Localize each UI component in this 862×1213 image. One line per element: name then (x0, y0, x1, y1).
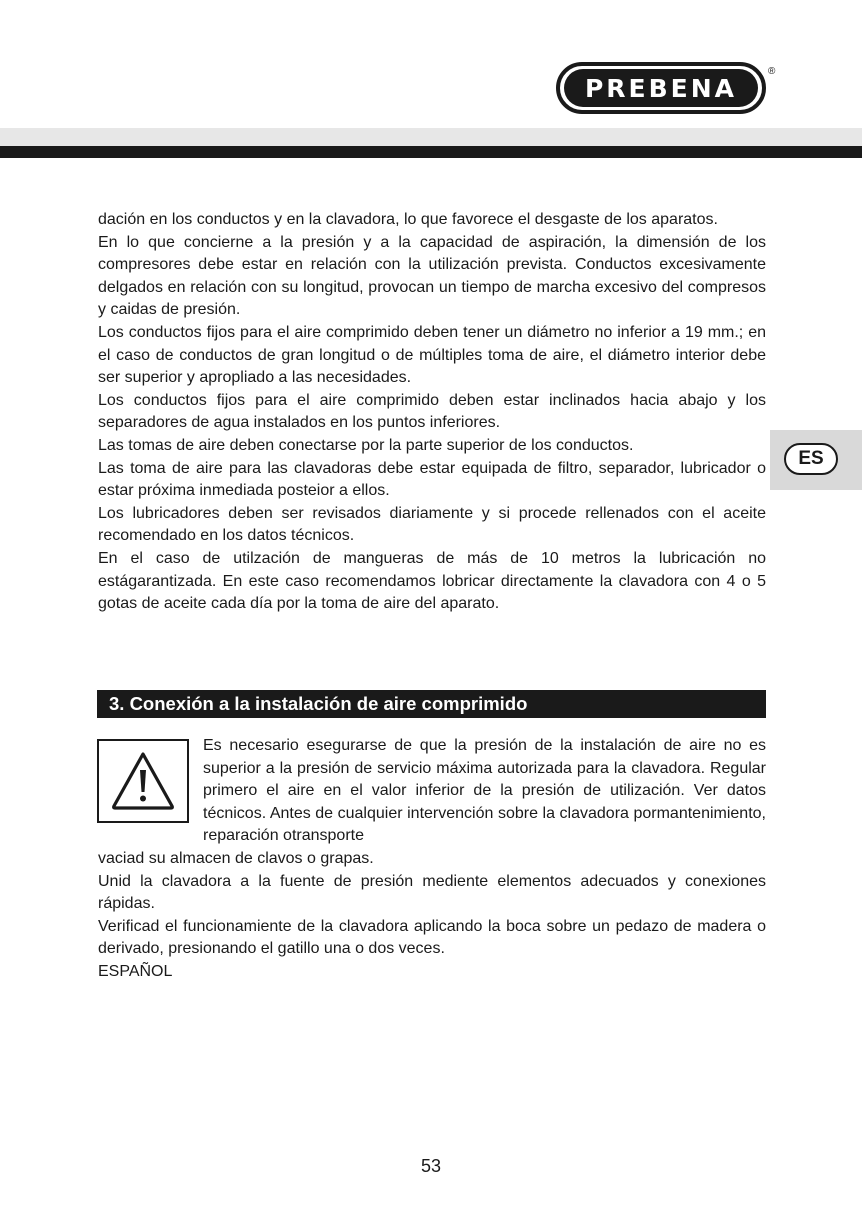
paragraph: Los conductos fijos para el aire comprimido deben tener un diámetro no inferior a 19 mm.; en el caso de conductos de gran longitud o de múltiples toma de aire, el diámetro interior debe ser superior y apropliado a las necesidades. (98, 323, 766, 387)
warning-box (97, 739, 189, 823)
warning-text: Es necesario esegurarse de que la presión de la instalación de aire no es superior a la presión de servicio máxima autorizada para la clavadora. Regular primero el aire en el valor inferior de la presión de utilización. Ver datos técnicos. Antes de cualquier intervención sobre la clavadora pormantenimiento, reparación otransporte (203, 737, 766, 845)
body-text (98, 209, 766, 616)
section-heading: 3. Conexión a la instalación de aire comprimido (97, 690, 766, 718)
language-label: ESPAÑOL (98, 962, 173, 980)
brand-logo-text: PREBENA (564, 69, 758, 107)
paragraph: Unid la clavadora a la fuente de presión mediente elementos adecuados y conexiones rápidas. (98, 872, 766, 913)
paragraph: Las tomas de aire deben conectarse por la parte superior de los conductos. (98, 436, 634, 454)
paragraph: vaciad su almacen de clavos o grapas. (98, 850, 374, 867)
brand-logo (556, 62, 766, 114)
paragraph: Los lubricadores deben ser revisados diariamente y si procede rellenados con el aceite recomendado en los datos técnicos. (98, 504, 766, 545)
section-body (98, 848, 766, 984)
registered-mark: ® (768, 66, 776, 77)
language-badge: ES (784, 443, 838, 475)
paragraph: Verificad el funcionamiente de la clavadora aplicando la boca sobre un pedazo de madera o derivado, presionando el gatillo una o dos veces. (98, 917, 766, 958)
paragraph: En lo que concierne a la presión y a la capacidad de aspiración, la dimensión de los compresores debe estar en relación con la utilización prevista. Conductos excesivamente delgados en relación con su longitud, provocan un tiempo de marcha excesivo del compresos y caidas de presión. (98, 233, 766, 319)
header-rule (0, 146, 862, 158)
paragraph: En el caso de utilzación de mangueras de más de 10 metros la lubricación no estágarantizada. En este caso recomendamos lobricar directamente la clavadora con 4 o 5 gotas de aceite cada día por la toma de aire del aparato. (98, 549, 766, 613)
paragraph: Las toma de aire para las clavadoras debe estar equipada de filtro, separador, lubricador o estar próxima inmediada posteior a ellos. (98, 459, 766, 500)
warning-triangle-icon (110, 750, 176, 812)
paragraph: dación en los conductos y en la clavadora, lo que favorece el desgaste de los aparatos. (98, 211, 718, 228)
paragraph: Los conductos fijos para el aire comprimido deben estar inclinados hacia abajo y los separadores de agua instalados en los puntos inferiores. (98, 391, 766, 432)
header-band (0, 128, 862, 146)
page-number: 53 (420, 1156, 442, 1176)
